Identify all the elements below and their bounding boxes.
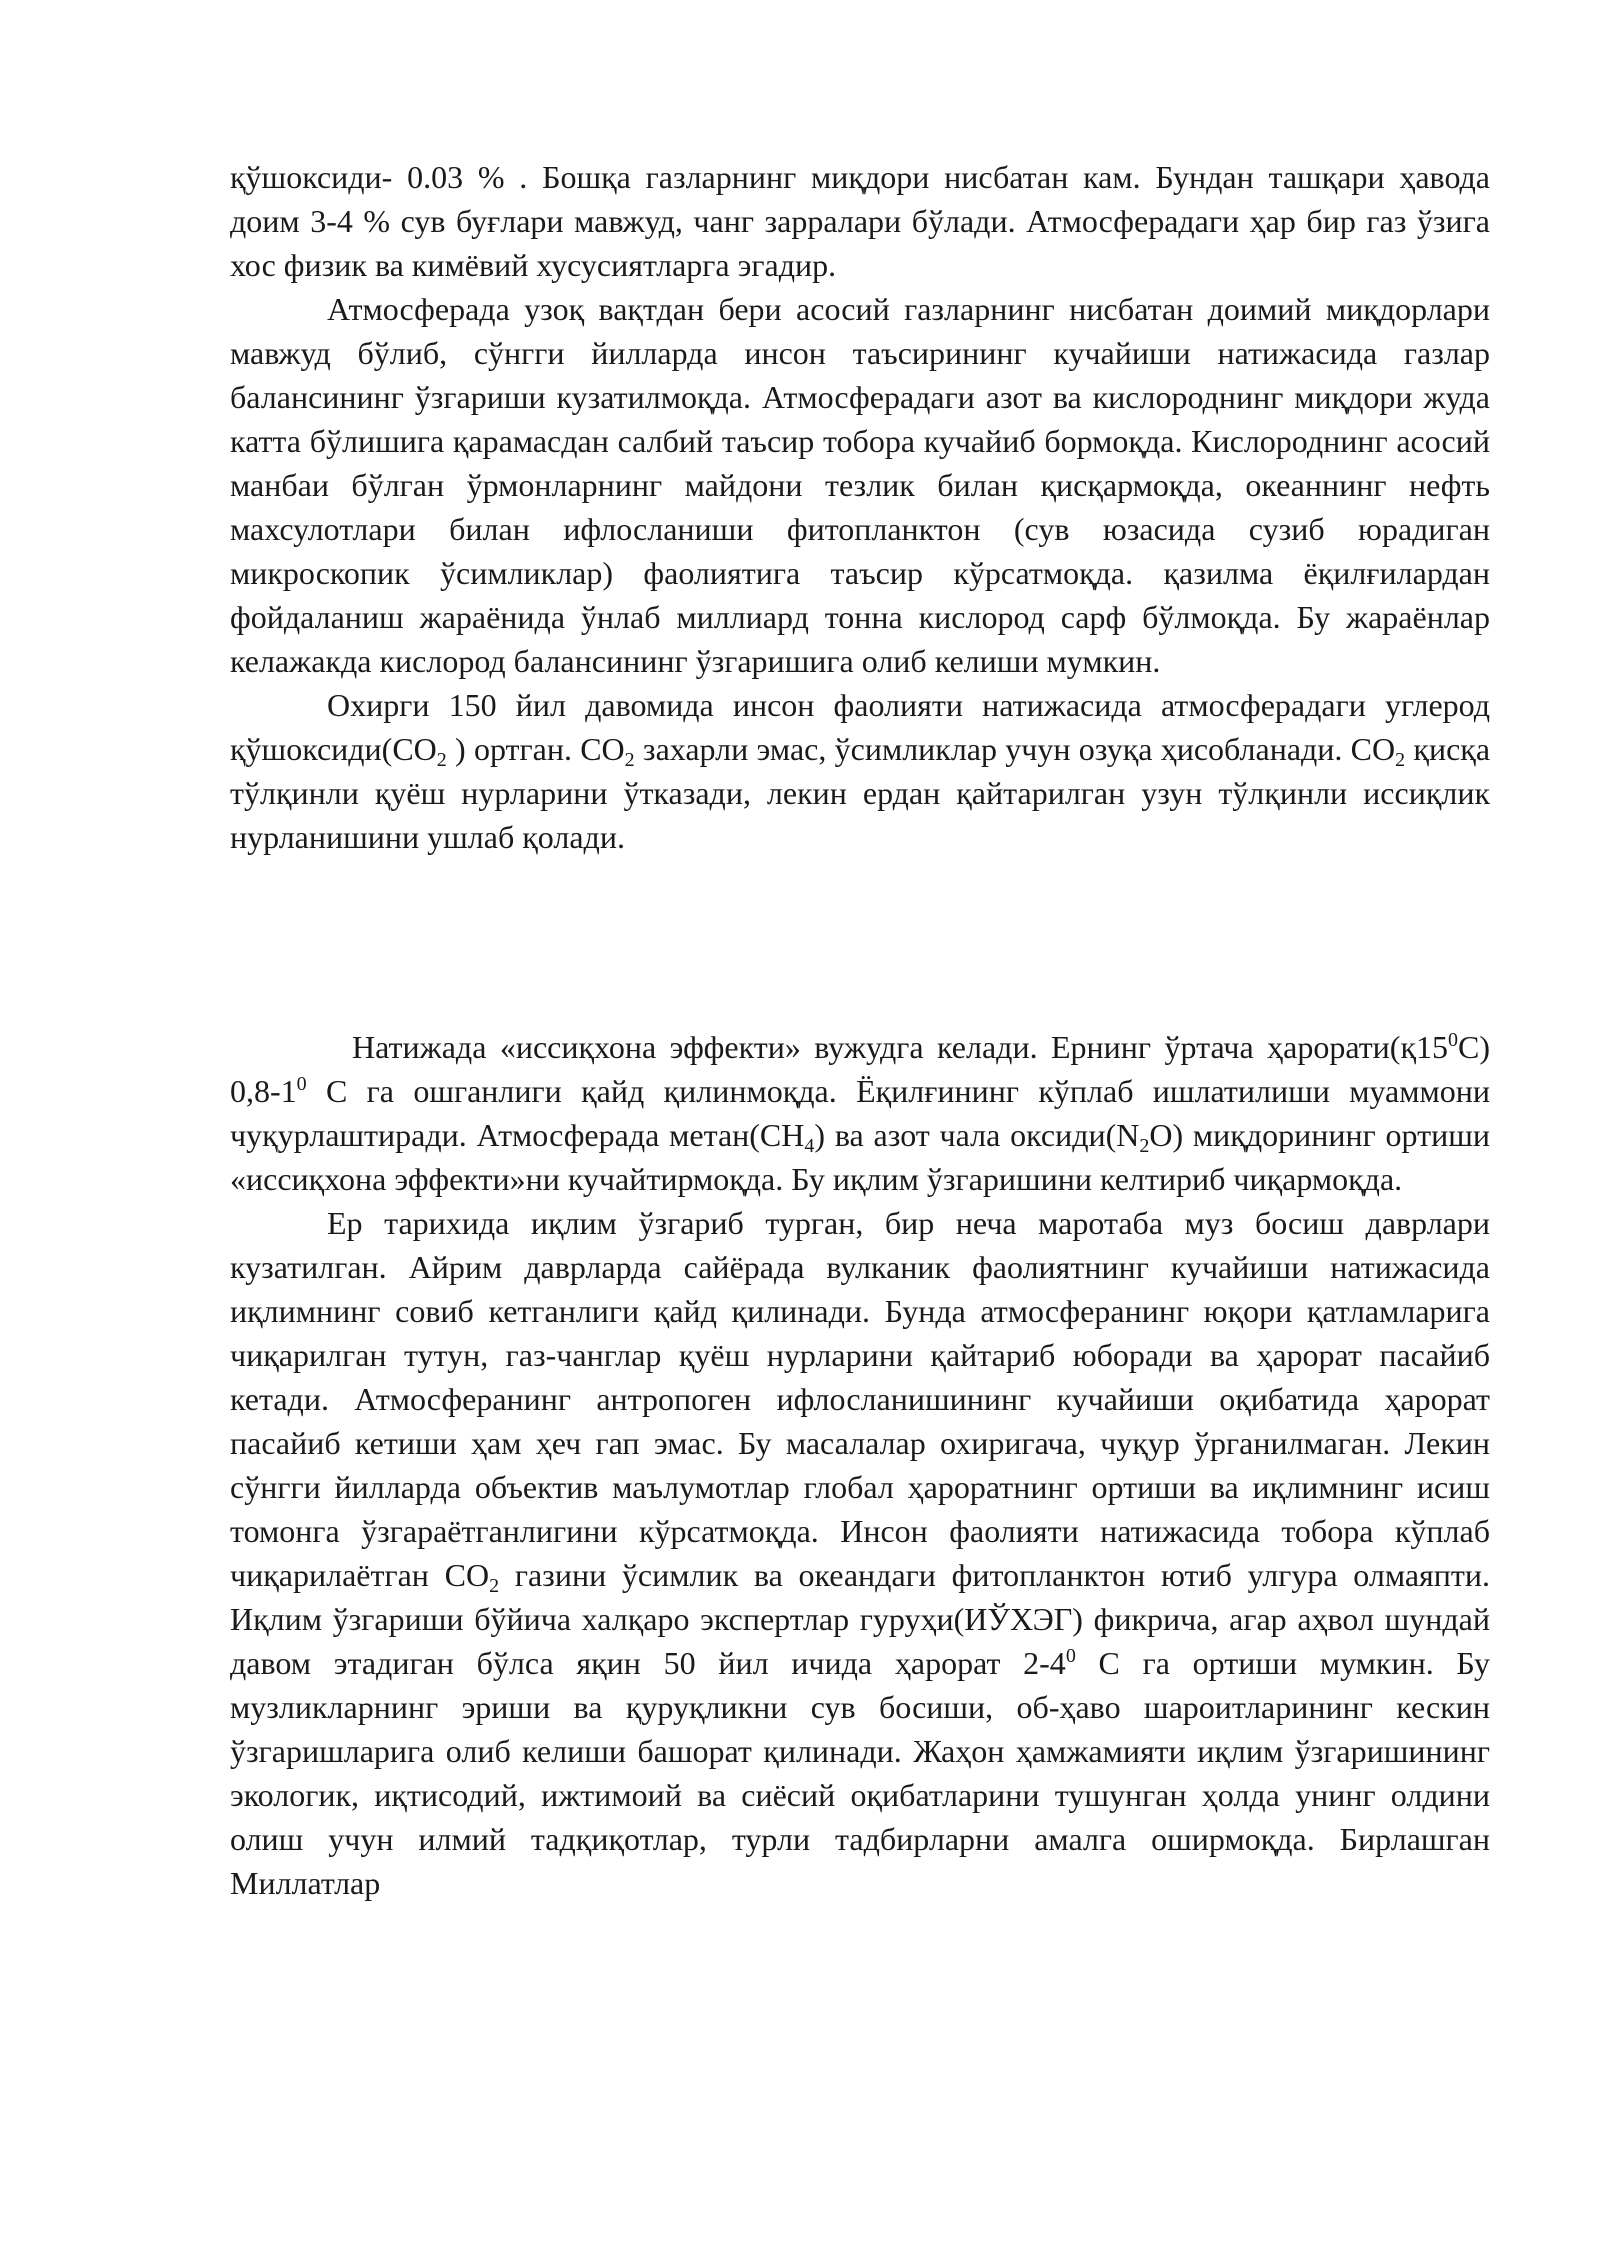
text-segment: газини ўсимлик ва океандаги фитопланктон ютиб улгура олмаяпти. Иқлим ўзгариши бўйича халқаро экспертлар гуруҳи(ИЎХЭГ) фикрича, агар аҳвол шундай давом этадиган бўлса яқин 50 йил ичида ҳарорат 2-4 xyxy=(230,1557,1491,1681)
paragraph-text: Атмосферада узоқ вақтдан бери асосий газларнинг нисбатан доимий миқдорлари мавжуд бўлиб, сўнгги йилларда инсон таъсирининг кучайиши натижасида газлар балансининг ўзгариши кузатилмоқда. Атмосферадаги азот ва кислороднинг миқдори жуда катта бўлишига қарамасдан салбий таъсир тобора кучайиб бормоқда. Кислороднинг асосий манбаи бўлган ўрмонларнинг майдони тезлик билан қисқармоқда, океаннинг нефть махсулотлари билан ифлосланиши фитопланктон (сув юзасида сузиб юрадиган микроскопик ўсимликлар) фаолиятига таъсир кўрсатмоқда. қазилма ёқилғилардан фойдаланиш жараёнида ўнлаб миллиард тонна кислород сарф бўлмоқда. Бу жараёнлар келажакда кислород балансининг ўзгаришига олиб келиши мумкин. xyxy=(230,291,1490,679)
document-page xyxy=(230,155,1490,1905)
paragraph-gas-composition xyxy=(230,155,1490,287)
paragraph-carbon-dioxide xyxy=(230,683,1490,859)
text-segment: Натижада «иссиқхона эффекти» вужудга келади. Ернинг ўртача ҳарорати(қ15 xyxy=(352,1029,1448,1065)
text-segment: O) миқдорининг ортиши «иссиқхона эффекти»ни кучайтирмоқда. Бу иқлим ўзгаришини келтириб чиқармоқда. xyxy=(230,1117,1491,1197)
superscript: 0 xyxy=(1065,1645,1076,1667)
text-segment: С га ошганлиги қайд қилинмоқда. Ёқилғининг кўплаб ишлатилиши муаммони чуқурлаштиради. Атмосферада метан(CH xyxy=(230,1073,1490,1153)
text-segment: С) 0,8-1 xyxy=(230,1029,1490,1109)
paragraph-gas-balance xyxy=(230,287,1490,683)
subscript: 2 xyxy=(1395,749,1406,771)
paragraph-text: қўшоксиди- 0.03 % . Бошқа газларнинг миқдори нисбатан кам. Бундан ташқари ҳавода доим 3-4 % сув буғлари мавжуд, чанг зарралари бўлади. Атмосферадаги ҳар бир газ ўзига хос физик ва кимёвий хусусиятларга эгадир. xyxy=(230,159,1490,283)
subscript: 2 xyxy=(436,749,447,771)
text-segment: С га ортиши мумкин. Бу музликларнинг эриши ва қуруқликни сув босиши, об-ҳаво шароитларининг кескин ўзгаришларига олиб келиши башорат қилинади. Жаҳон ҳамжамияти иқлим ўзгаришининг экологик, иқтисодий, ижтимоий ва сиёсий оқибатларини тушунган ҳолда унинг олдини олиш учун илмий тадқиқотлар, турли тадбирларни амалга оширмоқда. Бирлашган Миллатлар xyxy=(230,1645,1491,1901)
subscript: 2 xyxy=(1139,1135,1150,1157)
text-segment: ) ортган. CO xyxy=(446,731,625,767)
text-segment: қисқа тўлқинли қуёш нурларини ўтказади, лекин ердан қайтарилган узун тўлқинли иссиқлик нурланишини ушлаб қолади. xyxy=(230,731,1491,855)
superscript: 0 xyxy=(1448,1029,1458,1051)
paragraph-greenhouse-effect xyxy=(230,1025,1490,1201)
subscript: 2 xyxy=(624,749,635,771)
paragraph-spacer xyxy=(230,859,1490,1025)
text-segment: захарли эмас, ўсимликлар учун озуқа ҳисобланади. CO xyxy=(634,731,1396,767)
text-segment: ) ва азот чала оксиди(N xyxy=(814,1117,1140,1153)
subscript: 2 xyxy=(489,1575,500,1597)
text-segment: Ер тарихида иқлим ўзгариб турган, бир неча маротаба муз босиш даврлари кузатилган. Айрим даврларда сайёрада вулканик фаолиятнинг кучайиши натижасида иқлимнинг совиб кетганлиги қайд қилинади. Бунда атмосферанинг юқори қатламларига чиқарилган тутун, газ-чанглар қуёш нурларини қайтариб юборади ва ҳарорат пасайиб кетади. Атмосферанинг антропоген ифлосланишининг кучайиши оқибатида ҳарорат пасайиб кетиши ҳам ҳеч гап эмас. Бу масалалар охиригача, чуқур ўрганилмаган. Лекин сўнгги йилларда объектив маълумотлар глобал ҳароратнинг ортиши ва иқлимнинг исиш томонга ўзгараётганлигини кўрсатмоқда. Инсон фаолияти натижасида тобора кўплаб чиқарилаётган CO xyxy=(230,1205,1490,1593)
text-segment: Охирги 150 йил давомида инсон фаолияти натижасида атмосферадаги углерод қўшоксиди(CO xyxy=(230,687,1490,767)
superscript: 0 xyxy=(296,1073,307,1095)
paragraph-climate-history xyxy=(230,1201,1490,1905)
subscript: 4 xyxy=(804,1135,815,1157)
